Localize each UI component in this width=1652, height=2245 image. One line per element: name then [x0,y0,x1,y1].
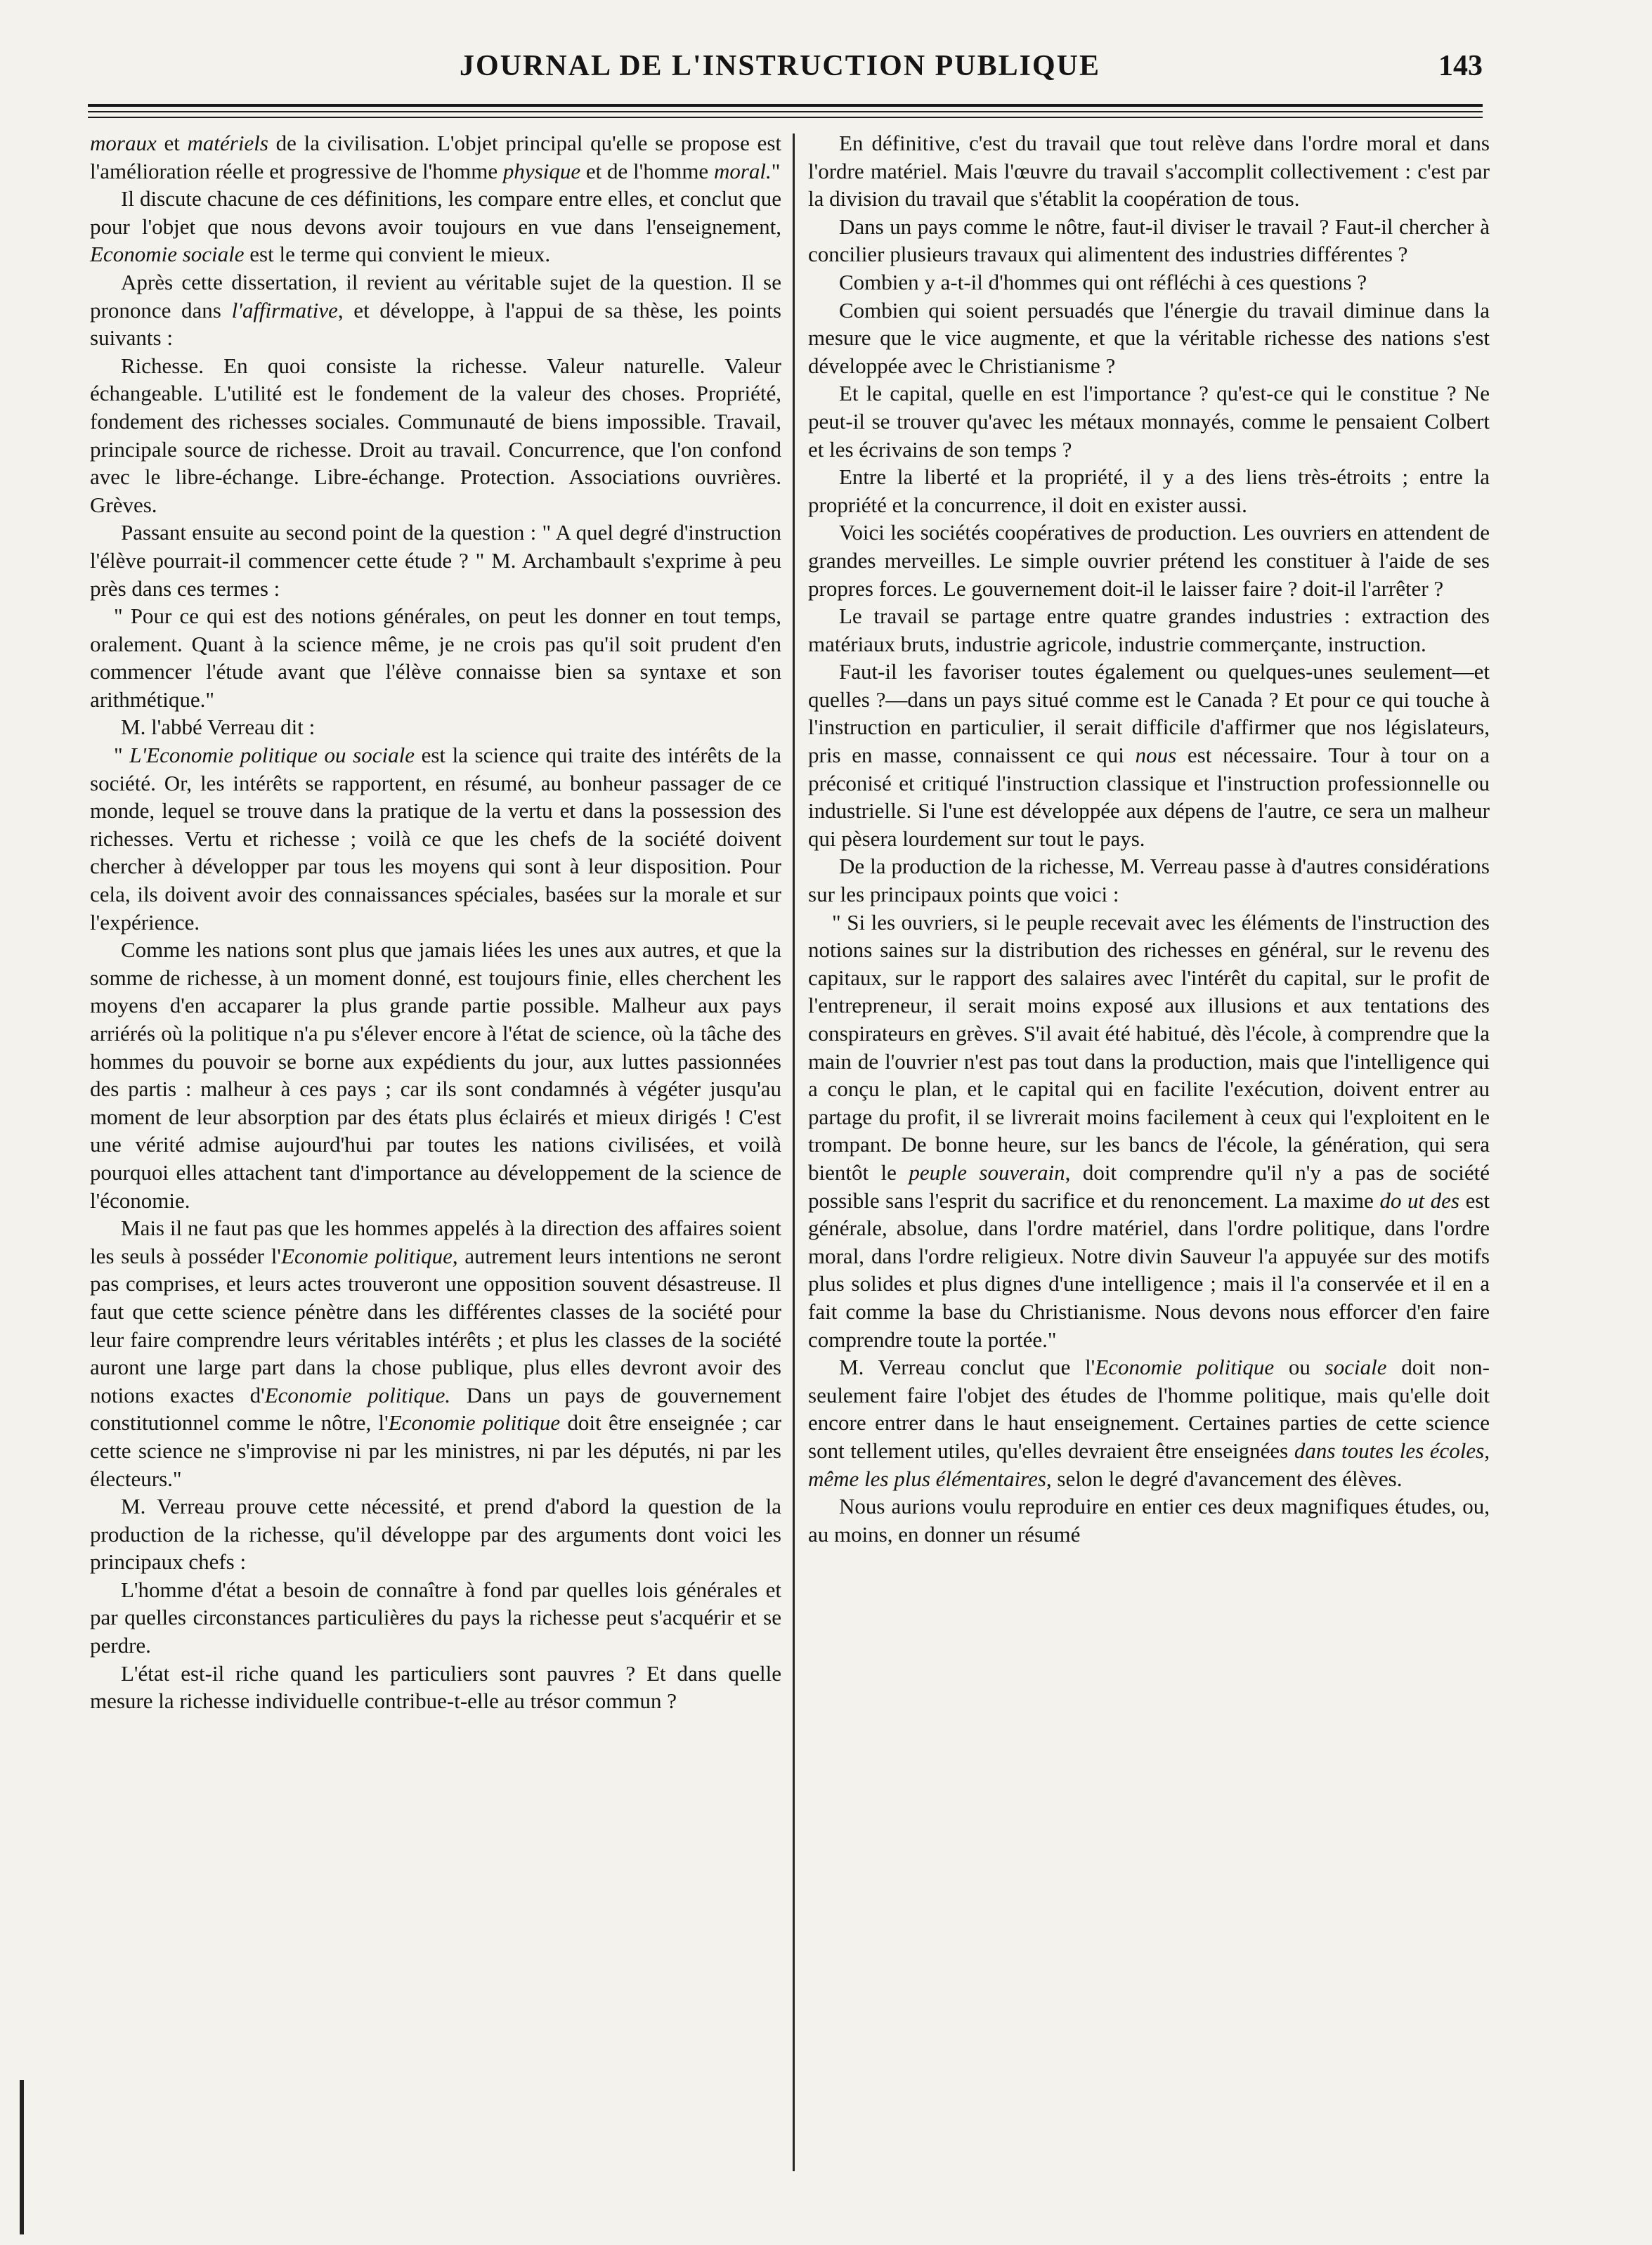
paragraph: Et le capital, quelle en est l'importance ? qu'est-ce qui le constitue ? Ne peut-il se trouver qu'avec les métaux monnayés, comme le pensaient Colbert et les écrivains de son temps ? [808,381,1490,462]
paragraph: Il discute chacune de ces définitions, les compare entre elles, et conclut que pour l'objet que nous devons avoir toujours en vue dans l'enseignement, Economie sociale est le terme qui convient le mieux. [90,186,781,267]
paragraph: Comme les nations sont plus que jamais liées les unes aux autres, et que la somme de richesse, à un moment donné, est toujours finie, elles cherchent les moyens d'en accaparer la plus grande partie possible. Malheur aux pays arriérés où la politique n'a pu s'élever encore à l'état de science, où la tâche des hommes du pouvoir se borne aux expédients du jour, aux luttes passionnées des partis : malheur à ces pays ; car ils sont condamnés à végéter jusqu'au moment de leur absorption par des états plus éclairés et mieux dirigés ! C'est une vérité admise aujourd'hui par toutes les nations civilisées, et voilà pourquoi elles attachent tant d'importance au développement de la science de l'économie. [90,937,781,1213]
paragraph: Richesse. En quoi consiste la richesse. Valeur naturelle. Valeur échangeable. L'utilité est le fondement de la valeur des choses. Propriété, fondement des richesses sociales. Communauté de biens impossible. Travail, principale source de richesse. Droit au travail. Concurrence, que l'on confond avec le libre-échange. Libre-échange. Protection. Associations ouvrières. Grèves. [90,353,781,517]
paragraph: Nous aurions voulu reproduire en entier ces deux magnifiques études, ou, au moins, en donner un résumé [808,1494,1490,1547]
paragraph: moraux et matériels de la civilisation. L'objet principal qu'elle se propose est l'amélioration réelle et progressive de l'homme physique et de l'homme moral." [90,131,782,183]
paragraph: Entre la liberté et la propriété, il y a des liens très-étroits ; entre la propriété et la concurrence, il doit en exister aussi. [808,464,1490,517]
paragraph: L'état est-il riche quand les particuliers sont pauvres ? Et dans quelle mesure la richesse individuelle contribue-t-elle au trésor commun ? [90,1660,781,1714]
paragraph: Mais il ne faut pas que les hommes appelés à la direction des affaires soient les seuls à posséder l'Economie politique, autrement leurs intentions ne seront pas comprises, et leurs actes trouveront une opposition souvent désastreuse. Il faut que cette science pénètre dans les différentes classes de la société pour leur faire comprendre leurs véritables intérêts ; et plus les classes de la société auront une large part dans la chose publique, plus elles devront avoir des notions exactes d'Economie politique. Dans un pays de gouvernement constitutionnel comme le nôtre, l'Economie politique doit être enseignée ; car cette science ne s'improvise ni par les ministres, ni par les députés, ni par les électeurs." [90,1216,782,1491]
paragraph: M. Verreau conclut que l'Economie politique ou sociale doit non-seulement faire l'objet des études de l'homme politique, mais qu'elle doit encore entrer dans le haut enseignement. Certaines parties de cette science sont tellement utiles, qu'elles devraient être enseignées dans toutes les écoles, même les plus élémentaires, selon le degré d'avancement des élèves. [808,1355,1490,1491]
quote-paragraph: " L'Economie politique ou sociale est la science qui traite des intérêts de la société. Or, les intérêts se rapportent, en résumé, au bonheur passager de ce monde, lequel se trouve dans la pratique de la vertu et dans la possession des richesses. Vertu et richesse ; voilà ce que les chefs de la société doivent chercher à développer par tous les moyens qui sont à leur disposition. Pour cela, ils doivent avoir des connaissances spéciales, basées sur la morale et sur l'expérience. [90,743,782,935]
right-column [808,129,1490,1548]
paragraph: Après cette dissertation, il revient au véritable sujet de la question. Il se prononce dans l'affirmative, et développe, à l'appui de sa thèse, les points suivants : [90,269,781,351]
header-rule-thin-lower [88,117,1483,118]
column-divider [793,134,795,2171]
paragraph: Le travail se partage entre quatre grandes industries : extraction des matériaux bruts, industrie agricole, industrie commerçante, instruction. [808,604,1490,656]
paragraph: Dans un pays comme le nôtre, faut-il diviser le travail ? Faut-il chercher à concilier plusieurs travaux qui alimentent des industries différentes ? [808,214,1490,267]
paragraph: Passant ensuite au second point de la question : " A quel degré d'instruction l'élève pourrait-il commencer cette étude ? " M. Archambault s'exprime à peu près dans ces termes : [90,520,781,601]
paragraph: En définitive, c'est du travail que tout relève dans l'ordre moral et dans l'ordre matériel. Mais l'œuvre du travail s'accomplit collectivement : c'est par la division du travail que s'établit la coopération de tous. [808,131,1490,212]
journal-title: JOURNAL DE L'INSTRUCTION PUBLIQUE [460,50,1100,82]
left-column [90,129,781,1715]
paragraph: Faut-il les favoriser toutes également ou quelques-unes seulement—et quelles ?—dans un pays situé comme est le Canada ? Et pour ce qui touche à l'instruction en particulier, il serait difficile d'affirmer que nos législateurs, pris en masse, connaissent ce qui nous est nécessaire. Tour à tour on a préconisé et critiqué l'instruction classique et l'instruction professionnelle ou industrielle. Si l'une est développée aux dépens de l'autre, ce sera un malheur qui pèsera lourdement sur tout le pays. [808,659,1490,851]
page-number: 143 [1438,50,1483,82]
paragraph: Voici les sociétés coopératives de production. Les ouvriers en attendent de grandes merveilles. Le simple ouvrier prétend les constituer à l'aide de ses propres forces. Le gouvernement doit-il le laisser faire ? doit-il l'arrêter ? [808,520,1490,601]
header-rule-thin [88,111,1483,112]
quote-paragraph: " Pour ce qui est des notions générales, on peut les donner en tout temps, oralement. Quant à la science même, je ne crois pas qu'il soit prudent d'en commencer l'étude avant que l'élève connaisse bien sa syntaxe et son arithmétique." [90,604,781,712]
binding-edge-mark [20,2080,24,2234]
paragraph: L'homme d'état a besoin de connaître à fond par quelles lois générales et par quelles circonstances particulières du pays la richesse peut s'acquérir et se perdre. [90,1577,781,1658]
page-header [77,46,1483,96]
paragraph: M. Verreau prouve cette nécessité, et prend d'abord la question de la production de la richesse, qu'il développe par des arguments dont voici les principaux chefs : [90,1494,781,1575]
paragraph: De la production de la richesse, M. Verreau passe à d'autres considérations sur les principaux points que voici : [808,854,1490,907]
quote-paragraph: " Si les ouvriers, si le peuple recevait avec les éléments de l'instruction des notions saines sur la distribution des richesses en général, sur le revenu des capitaux, sur le rapport des salaires avec l'intérêt du capital, sur le profit de l'entrepreneur, il serait moins exposé aux illusions et aux tentations des conspirateurs en grèves. S'il avait été habitué, dès l'école, à comprendre que la main de l'ouvrier n'est pas tout dans la production, mais que l'intelligence qui a conçu le plan, et le capital qui en facilite l'exécution, doivent entrer au partage du profit, il se livrerait moins facilement à ceux qui l'exploitent en le trompant. De bonne heure, sur les bancs de l'école, la génération, qui sera bientôt le peuple souverain, doit comprendre qu'il n'y a pas de société possible sans l'esprit du sacrifice et du renoncement. La maxime do ut des est générale, absolue, dans l'ordre matériel, dans l'ordre politique, dans l'ordre moral, dans l'ordre religieux. Notre divin Sauveur l'a appuyée sur des motifs plus solides et plus dignes d'une intelligence ; mais il l'a conservée et il en a fait comme la base du Christianisme. Nous devons nous efforcer d'en faire comprendre toute la portée." [808,909,1490,1352]
paragraph: Combien y a-t-il d'hommes qui ont réfléchi à ces questions ? [839,269,1367,294]
header-rule-thick [88,104,1483,107]
paragraph: M. l'abbé Verreau dit : [121,715,316,740]
paragraph: Combien qui soient persuadés que l'énergie du travail diminue dans la mesure que le vice augmente, et que la véritable richesse des nations s'est développée avec le Christianisme ? [808,297,1490,378]
